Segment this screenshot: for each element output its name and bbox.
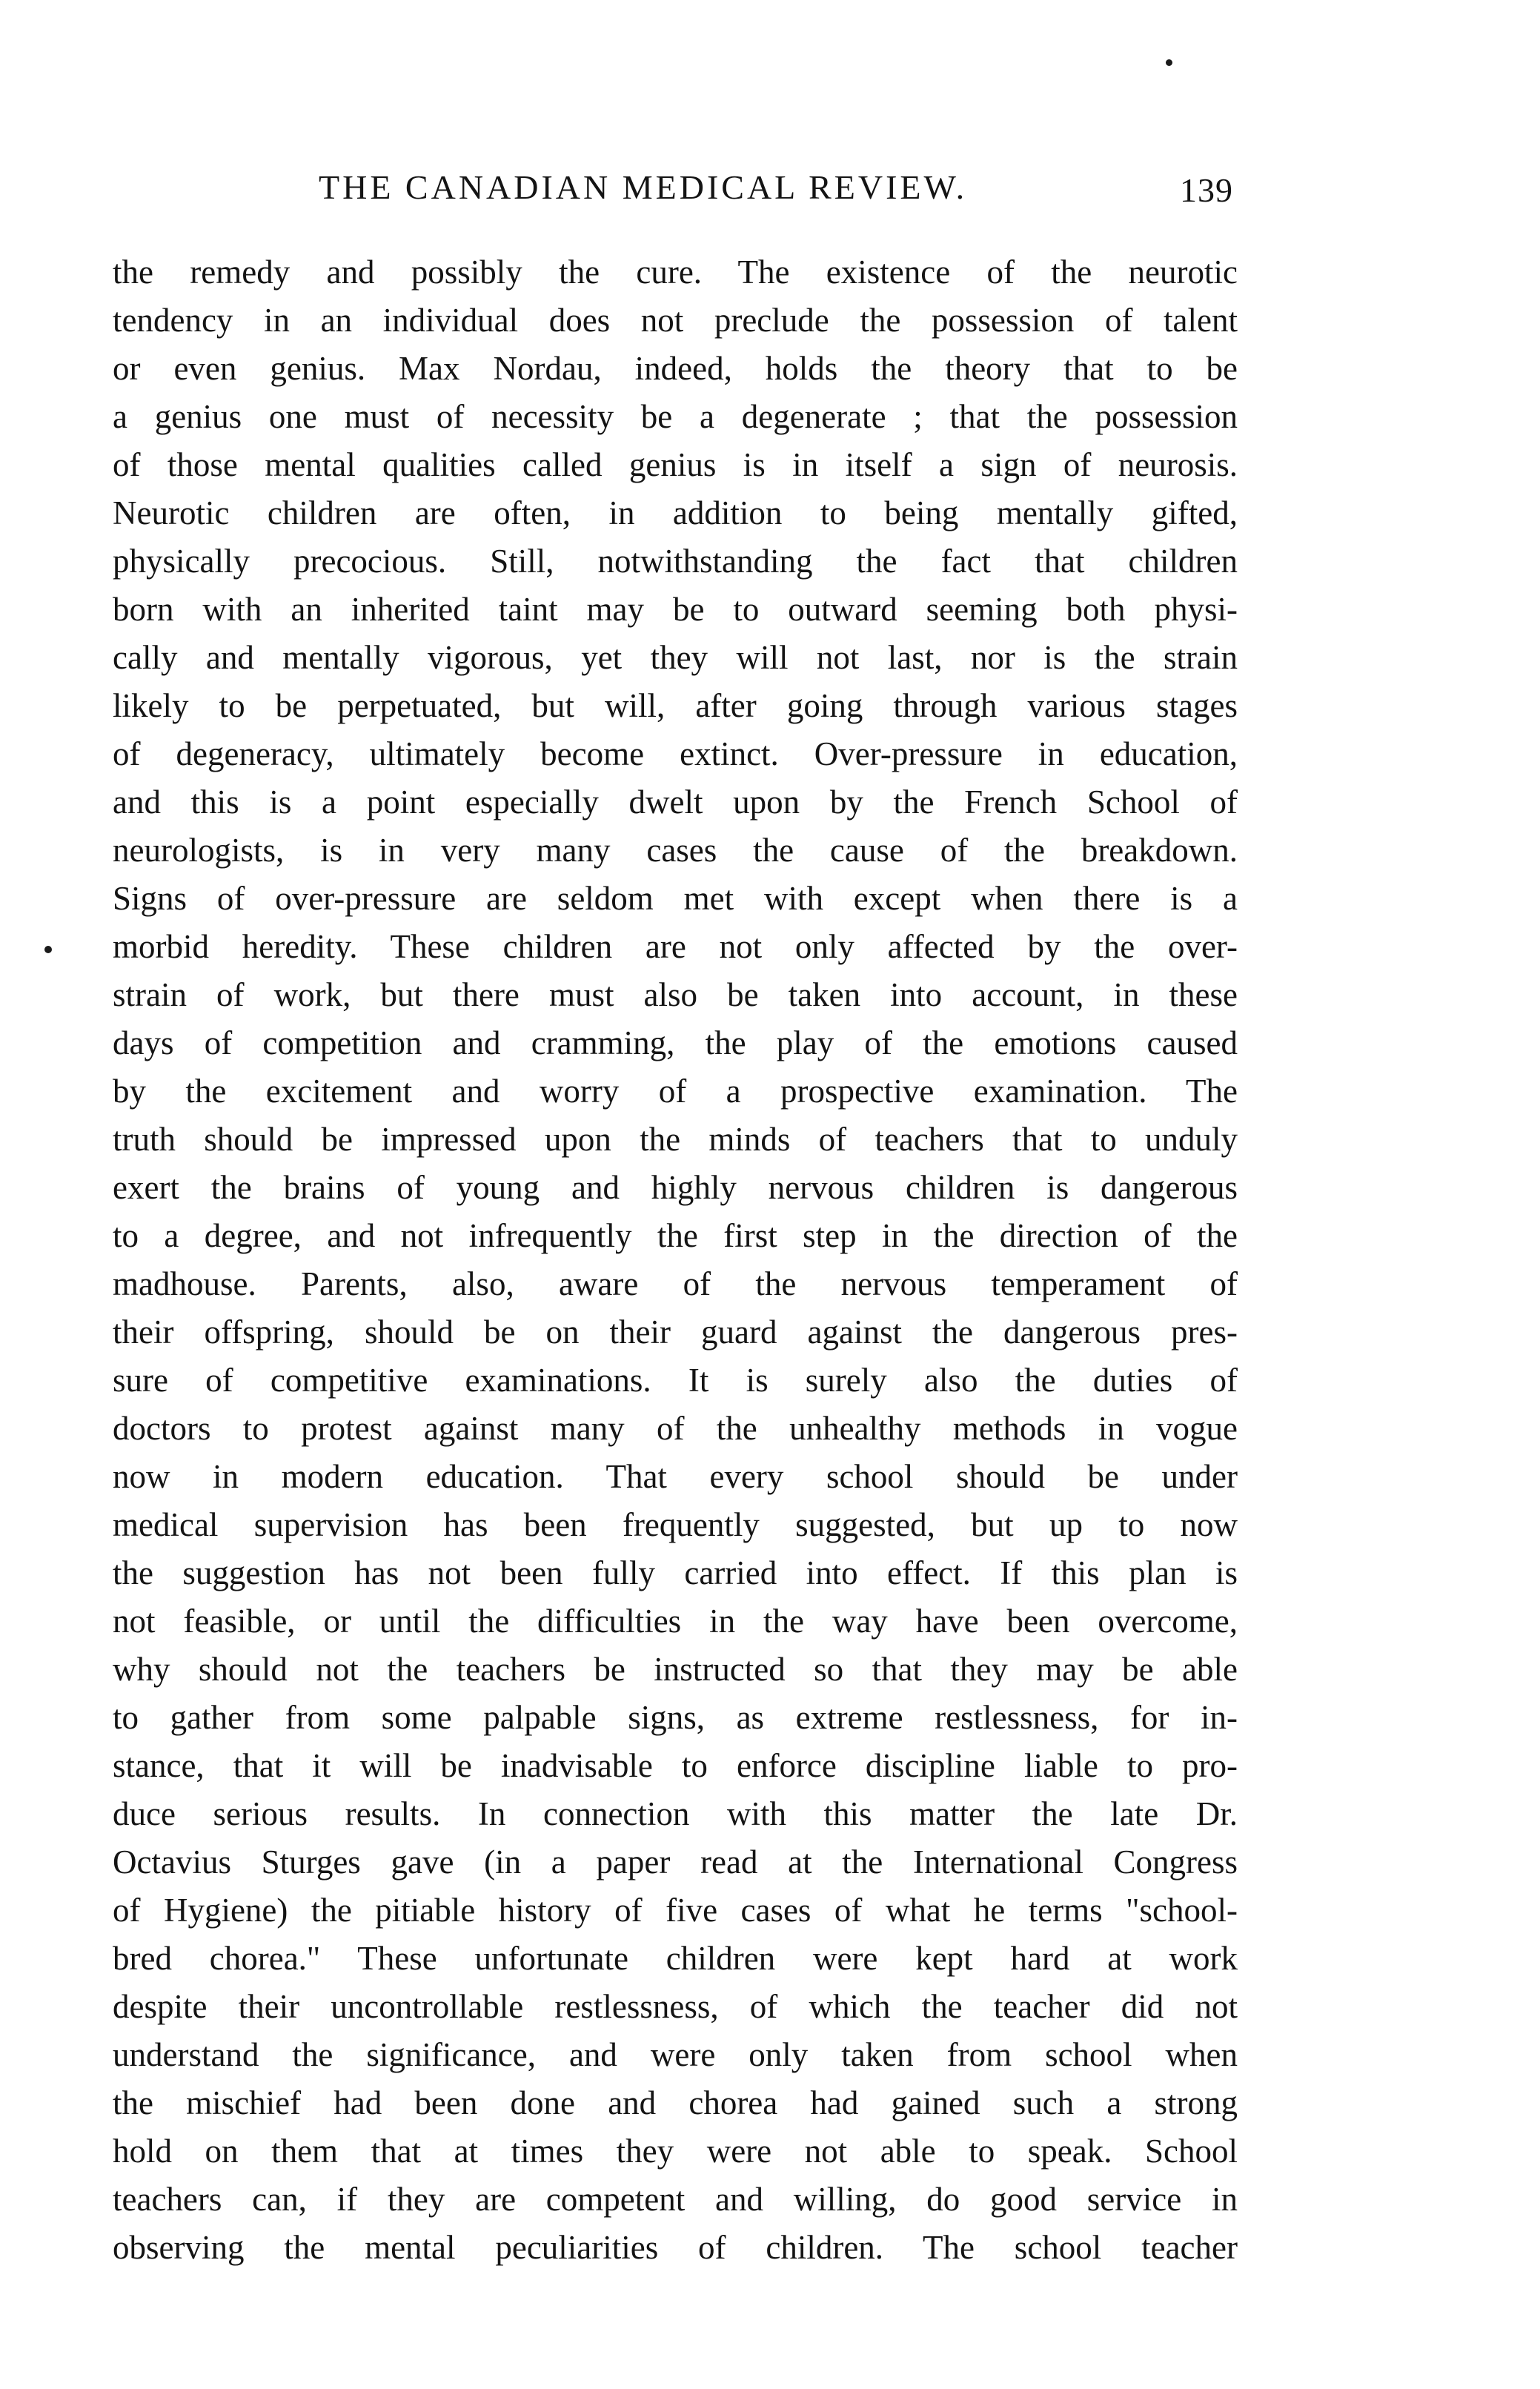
text-line: neurologists, is in very many cases the cause of the breakdown. (113, 832, 1238, 869)
text-line: doctors to protest against many of the unhealthy methods in vogue (113, 1410, 1238, 1447)
text-line: hold on them that at times they were not able to speak. School (113, 2133, 1238, 2170)
text-line: of Hygiene) the pitiable history of five cases of what he terms "school- (113, 1892, 1238, 1929)
text-line: madhouse. Parents, also, aware of the nervous temperament of (113, 1265, 1238, 1302)
text-line: the mischief had been done and chorea had gained such a strong (113, 2084, 1238, 2121)
text-line: not feasible, or until the difficulties in the way have been overcome, (113, 1603, 1238, 1640)
text-line: the suggestion has not been fully carried into effect. If this plan is (113, 1554, 1238, 1591)
text-line: or even genius. Max Nordau, indeed, holds the theory that to be (113, 350, 1238, 387)
text-line: bred chorea." These unfortunate children were kept hard at work (113, 1940, 1238, 1977)
running-title: THE CANADIAN MEDICAL REVIEW. (319, 168, 968, 206)
text-line: strain of work, but there must also be taken into account, in these (113, 976, 1238, 1013)
text-line: stance, that it will be inadvisable to enforce discipline liable to pro- (113, 1747, 1238, 1784)
text-line: truth should be impressed upon the minds of teachers that to unduly (113, 1121, 1238, 1158)
text-line: to gather from some palpable signs, as extreme restlessness, for in- (113, 1699, 1238, 1736)
text-line: medical supervision has been frequently suggested, but up to now (113, 1506, 1238, 1543)
text-line: teachers can, if they are competent and willing, do good service in (113, 2181, 1238, 2218)
ink-speck (1166, 59, 1172, 66)
text-line: cally and mentally vigorous, yet they will not last, nor is the strain (113, 639, 1238, 676)
text-line: their offspring, should be on their guard against the dangerous pres- (113, 1313, 1238, 1351)
text-line: despite their uncontrollable restlessness, of which the teacher did not (113, 1988, 1238, 2025)
text-line: duce serious results. In connection with this matter the late Dr. (113, 1795, 1238, 1832)
text-line: observing the mental peculiarities of children. The school teacher (113, 2229, 1238, 2266)
text-line: born with an inherited taint may be to outward seeming both physi- (113, 591, 1238, 628)
text-line: sure of competitive examinations. It is surely also the duties of (113, 1362, 1238, 1399)
text-line: by the excitement and worry of a prospective examination. The (113, 1073, 1238, 1110)
text-line: likely to be perpetuated, but will, after going through various stages (113, 687, 1238, 724)
text-line: and this is a point especially dwelt upon by the French School of (113, 783, 1238, 821)
text-line: of degeneracy, ultimately become extinct. Over-pressure in education, (113, 735, 1238, 772)
text-line: days of competition and cramming, the play of the emotions caused (113, 1024, 1238, 1061)
page-number: 139 (1180, 171, 1233, 209)
text-line: a genius one must of necessity be a degenerate ; that the possession (113, 398, 1238, 435)
text-line: Neurotic children are often, in addition to being mentally gifted, (113, 494, 1238, 531)
text-line: Octavius Sturges gave (in a paper read at the International Congress (113, 1843, 1238, 1881)
text-line: to a degree, and not infrequently the first step in the direction of the (113, 1217, 1238, 1254)
article-body (113, 248, 1238, 2272)
text-line: understand the significance, and were only taken from school when (113, 2036, 1238, 2073)
text-line: morbid heredity. These children are not only affected by the over- (113, 928, 1238, 965)
text-line: physically precocious. Still, notwithstanding the fact that children (113, 543, 1238, 580)
text-line: why should not the teachers be instructed so that they may be able (113, 1651, 1238, 1688)
text-line: the remedy and possibly the cure. The existence of the neurotic (113, 254, 1238, 291)
text-line: now in modern education. That every school should be under (113, 1458, 1238, 1495)
text-line: tendency in an individual does not preclude the possession of talent (113, 302, 1238, 339)
text-line: Signs of over-pressure are seldom met with except when there is a (113, 880, 1238, 917)
text-line: of those mental qualities called genius is in itself a sign of neurosis. (113, 446, 1238, 483)
margin-mark (44, 946, 52, 953)
text-line: exert the brains of young and highly nervous children is dangerous (113, 1169, 1238, 1206)
